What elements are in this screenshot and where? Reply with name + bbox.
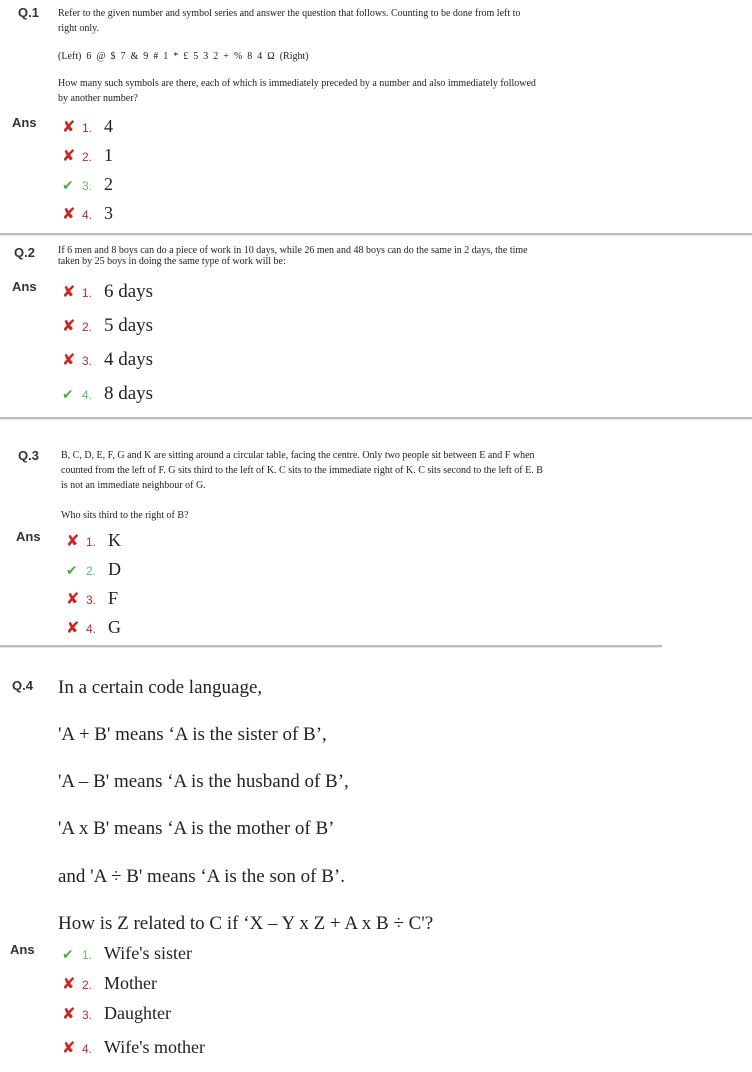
q3-option-3[interactable] (66, 588, 118, 609)
question-3-prompt: Who sits third to the right of B? (61, 510, 189, 521)
question-4-line-3: 'A – B' means ‘A is the husband of B’, (58, 771, 349, 792)
q3-option-4[interactable] (66, 617, 121, 638)
option-number: 4. (82, 208, 93, 222)
cross-icon: ✘ (62, 282, 76, 301)
question-3-text: B, C, D, E, F, G and K are sitting around a circular table, facing the centre. Only two people sit between E and F when counted from the left of F. G sits third to the left of K. C sits to the immediate right of K. C sits second to the left of E. B is not an immediate neighbour of G. (61, 450, 543, 491)
option-text: Wife's sister (104, 943, 192, 963)
option-text: K (108, 530, 121, 550)
section-divider (0, 233, 752, 236)
option-text: G (108, 617, 121, 637)
option-number: 1. (82, 121, 93, 135)
q1-option-3[interactable] (62, 174, 113, 195)
option-number: 2. (82, 150, 93, 164)
option-text: Mother (104, 973, 157, 993)
answer-label: Ans (10, 942, 35, 957)
question-1-number: Q.1 (18, 5, 39, 20)
q4-option-1[interactable] (62, 943, 192, 964)
option-number: 2. (82, 320, 93, 334)
option-number: 3. (86, 593, 97, 607)
section-divider (0, 645, 662, 648)
answer-label: Ans (12, 115, 37, 130)
q3-option-1[interactable] (66, 530, 121, 551)
option-text: F (108, 588, 119, 608)
cross-icon: ✘ (62, 117, 76, 136)
question-4-line-2: 'A + B' means ‘A is the sister of B’, (58, 724, 327, 745)
option-number: 3. (82, 179, 93, 193)
question-2-number: Q.2 (14, 245, 35, 260)
option-number: 4. (82, 1042, 93, 1056)
checkmark-icon: ✔ (62, 178, 74, 194)
checkmark-icon: ✔ (62, 947, 74, 963)
cross-icon: ✘ (66, 531, 80, 550)
q1-option-2[interactable] (62, 145, 113, 166)
question-4-line-4: 'A x B' means ‘A is the mother of B’ (58, 818, 335, 839)
option-text: 2 (104, 174, 113, 194)
option-number: 1. (86, 535, 97, 549)
q4-option-4[interactable] (62, 1037, 205, 1058)
option-number: 3. (82, 354, 93, 368)
cross-icon: ✘ (62, 350, 76, 369)
question-1-prompt: How many such symbols are there, each of which is immediately preceded by a number and also immediately followed by another number? (58, 78, 536, 104)
option-number: 2. (82, 978, 93, 992)
question-2-text: If 6 men and 8 boys can do a piece of work in 10 days, while 26 men and 48 boys can do the same in 2 days, the time taken by 25 boys in doing the same type of work will be: (58, 245, 528, 267)
question-4-number: Q.4 (12, 678, 33, 693)
option-number: 4. (86, 622, 97, 636)
question-1-series: (Left) 6 @ $ 7 & 9 # 1 * £ 5 3 2 + % 8 4 Ω (Right) (58, 51, 309, 62)
option-text: D (108, 559, 121, 579)
option-text: Daughter (104, 1003, 171, 1023)
cross-icon: ✘ (62, 146, 76, 165)
q4-option-3[interactable] (62, 1003, 171, 1024)
cross-icon: ✘ (66, 589, 80, 608)
q1-option-4[interactable] (62, 203, 113, 224)
section-divider (0, 417, 752, 420)
option-number: 3. (82, 1008, 93, 1022)
q2-option-2[interactable] (62, 315, 153, 337)
checkmark-icon: ✔ (62, 387, 74, 403)
question-3-number: Q.3 (18, 448, 39, 463)
question-1-text: Refer to the given number and symbol series and answer the question that follows. Counting to be done from left to right only. (58, 8, 521, 34)
option-text: 3 (104, 203, 113, 223)
option-text: 6 days (104, 281, 154, 302)
question-4-prompt: How is Z related to C if ‘X – Y x Z + A x B ÷ C'? (58, 913, 434, 934)
option-text: 8 days (104, 383, 154, 404)
q3-option-2[interactable] (66, 559, 121, 580)
q2-option-3[interactable] (62, 349, 153, 371)
cross-icon: ✘ (62, 974, 76, 993)
option-number: 1. (82, 948, 93, 962)
q1-option-1[interactable] (62, 116, 113, 137)
question-4-line-5: and 'A ÷ B' means ‘A is the son of B’. (58, 866, 345, 887)
cross-icon: ✘ (62, 1038, 76, 1057)
q2-option-4[interactable] (62, 383, 153, 405)
answer-label: Ans (16, 529, 41, 544)
checkmark-icon: ✔ (66, 563, 78, 579)
cross-icon: ✘ (66, 618, 80, 637)
cross-icon: ✘ (62, 1004, 76, 1023)
option-number: 1. (82, 286, 93, 300)
option-text: 5 days (104, 315, 154, 336)
answer-label: Ans (12, 279, 37, 294)
option-number: 2. (86, 564, 97, 578)
cross-icon: ✘ (62, 316, 76, 335)
cross-icon: ✘ (62, 204, 76, 223)
q2-option-1[interactable] (62, 281, 153, 303)
option-text: 4 days (104, 349, 154, 370)
option-text: 4 (104, 116, 113, 136)
question-4-line-1: In a certain code language, (58, 677, 263, 698)
option-text: Wife's mother (104, 1037, 205, 1057)
q4-option-2[interactable] (62, 973, 157, 994)
option-number: 4. (82, 388, 93, 402)
option-text: 1 (104, 145, 113, 165)
